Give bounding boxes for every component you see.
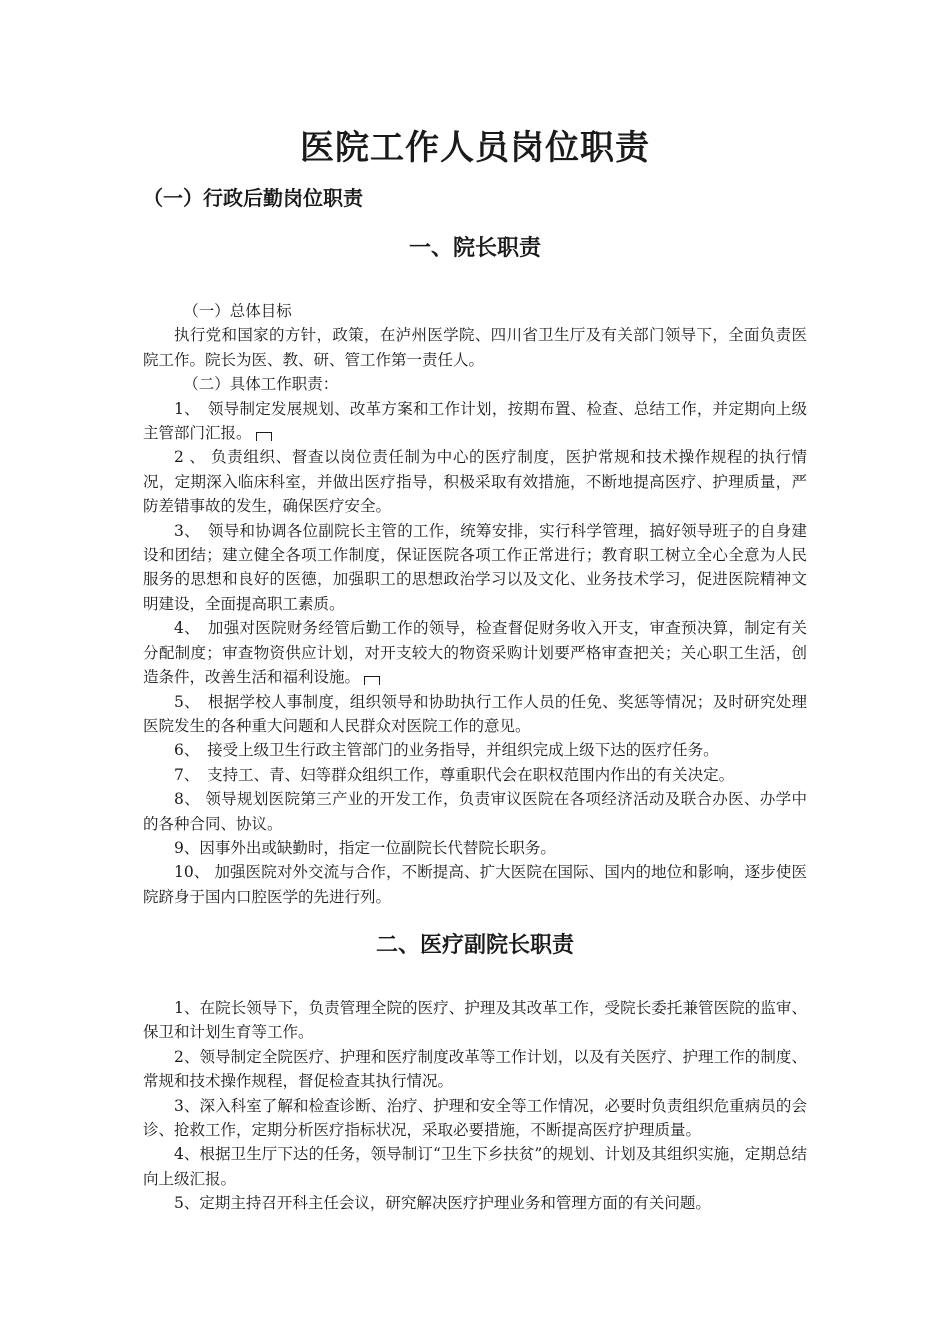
duty-item: 1、 领导制定发展规划、改革方案和工作计划，按期布置、检查、总结工作，并定期向上级主管部门汇报。 <box>143 399 807 443</box>
duty-item: 3、 领导和协调各位副院长主管的工作，统筹安排，实行科学管理，搞好领导班子的自身建设和团结；建立健全各项工作制度，保证医院各项工作正常进行；教育职工树立全心全意为人民服务的思想和良好的医德，加强职工的思想政治学习以及文化、业务技术学习，促进医院精神文明建设，全面提高职工素质。 <box>143 521 807 613</box>
duty-item: 10、 加强医院对外交流与合作，不断提高、扩大医院在国际、国内的地位和影响，逐步使医院跻身于国内口腔医学的先进行列。 <box>143 863 807 906</box>
duty-item: 5、 根据学校人事制度，组织领导和协助执行工作人员的任免、奖惩等情况；及时研究处理医院发生的各种重大问题和人民群众对医院工作的意见。 <box>143 692 807 735</box>
duty-item: 4、 加强对医院财务经管后勤工作的领导，检查督促财务收入开支，审查预决算，制定有关分配制度；审查物资供应计划，对开支较大的物资采购计划要严格审查把关；关心职工生活，创造条件，改善生活和福利设施。 <box>143 619 807 687</box>
vice-president-duties-body <box>143 996 807 1216</box>
section-heading-medical-vice-president: 二、医疗副院长职责 <box>375 932 574 958</box>
duty-item: 9、因事外出或缺勤时，指定一位副院长代替院长职务。 <box>174 838 556 857</box>
specific-duties-heading: （二）具体工作职责： <box>183 375 339 394</box>
duty-item: 6、 接受上级卫生行政主管部门的业务指导，并组织完成上级下达的医疗任务。 <box>174 741 719 760</box>
duty-item: 2、领导制定全院医疗、护理和医疗制度改革等工作计划，以及有关医疗、护理工作的制度、常规和技术操作规程，督促检查其执行情况。 <box>143 1047 807 1091</box>
document-title: 医院工作人员岗位职责 <box>300 128 650 168</box>
duty-item: 8、 领导规划医院第三产业的开发工作，负责审议医院在各项经济活动及联合办医、办学中的各种合同、协议。 <box>143 790 807 833</box>
duty-item: 5、定期主持召开科主任会议，研究解决医疗护理业务和管理方面的有关问题。 <box>174 1194 711 1213</box>
duty-item: 1、在院长领导下，负责管理全院的医疗、护理及其改革工作，受院长委托兼管医院的监审、保卫和计划生育等工作。 <box>143 999 807 1042</box>
section-heading-president: 一、院长职责 <box>408 235 541 261</box>
duty-item: 2 、 负责组织、督查以岗位责任制为中心的医疗制度，医护常规和技术操作规程的执行情况，定期深入临床科室，并做出医疗指导，积极采取有效措施，不断地提高医疗、护理质量，严防差错事故的发生，确保医疗安全。 <box>143 448 807 516</box>
duty-item: 4、根据卫生厅下达的任务，领导制订“卫生下乡扶贫”的规划、计划及其组织实施，定期总结向上级汇报。 <box>143 1145 807 1188</box>
overall-goal-heading: （一）总体目标 <box>183 302 292 320</box>
duty-item: 7、 支持工、青、妇等群众组织工作，尊重职代会在职权范围内作出的有关决定。 <box>174 765 735 784</box>
president-duties-body <box>143 299 807 909</box>
overall-goal-text: 执行党和国家的方针，政策，在泸州医学院、四川省卫生厅及有关部门领导下，全面负责医院工作。院长为医、教、研、管工作第一责任人。 <box>143 326 807 369</box>
annotation-mark-icon <box>364 676 380 685</box>
annotation-mark-icon <box>256 432 272 441</box>
category-heading: （一）行政后勤岗位职责 <box>143 186 363 210</box>
duty-item: 3、深入科室了解和检查诊断、治疗、护理和安全等工作情况，必要时负责组织危重病员的会诊、抢救工作，定期分析医疗指标状况，采取必要措施，不断提高医疗护理质量。 <box>143 1096 807 1140</box>
